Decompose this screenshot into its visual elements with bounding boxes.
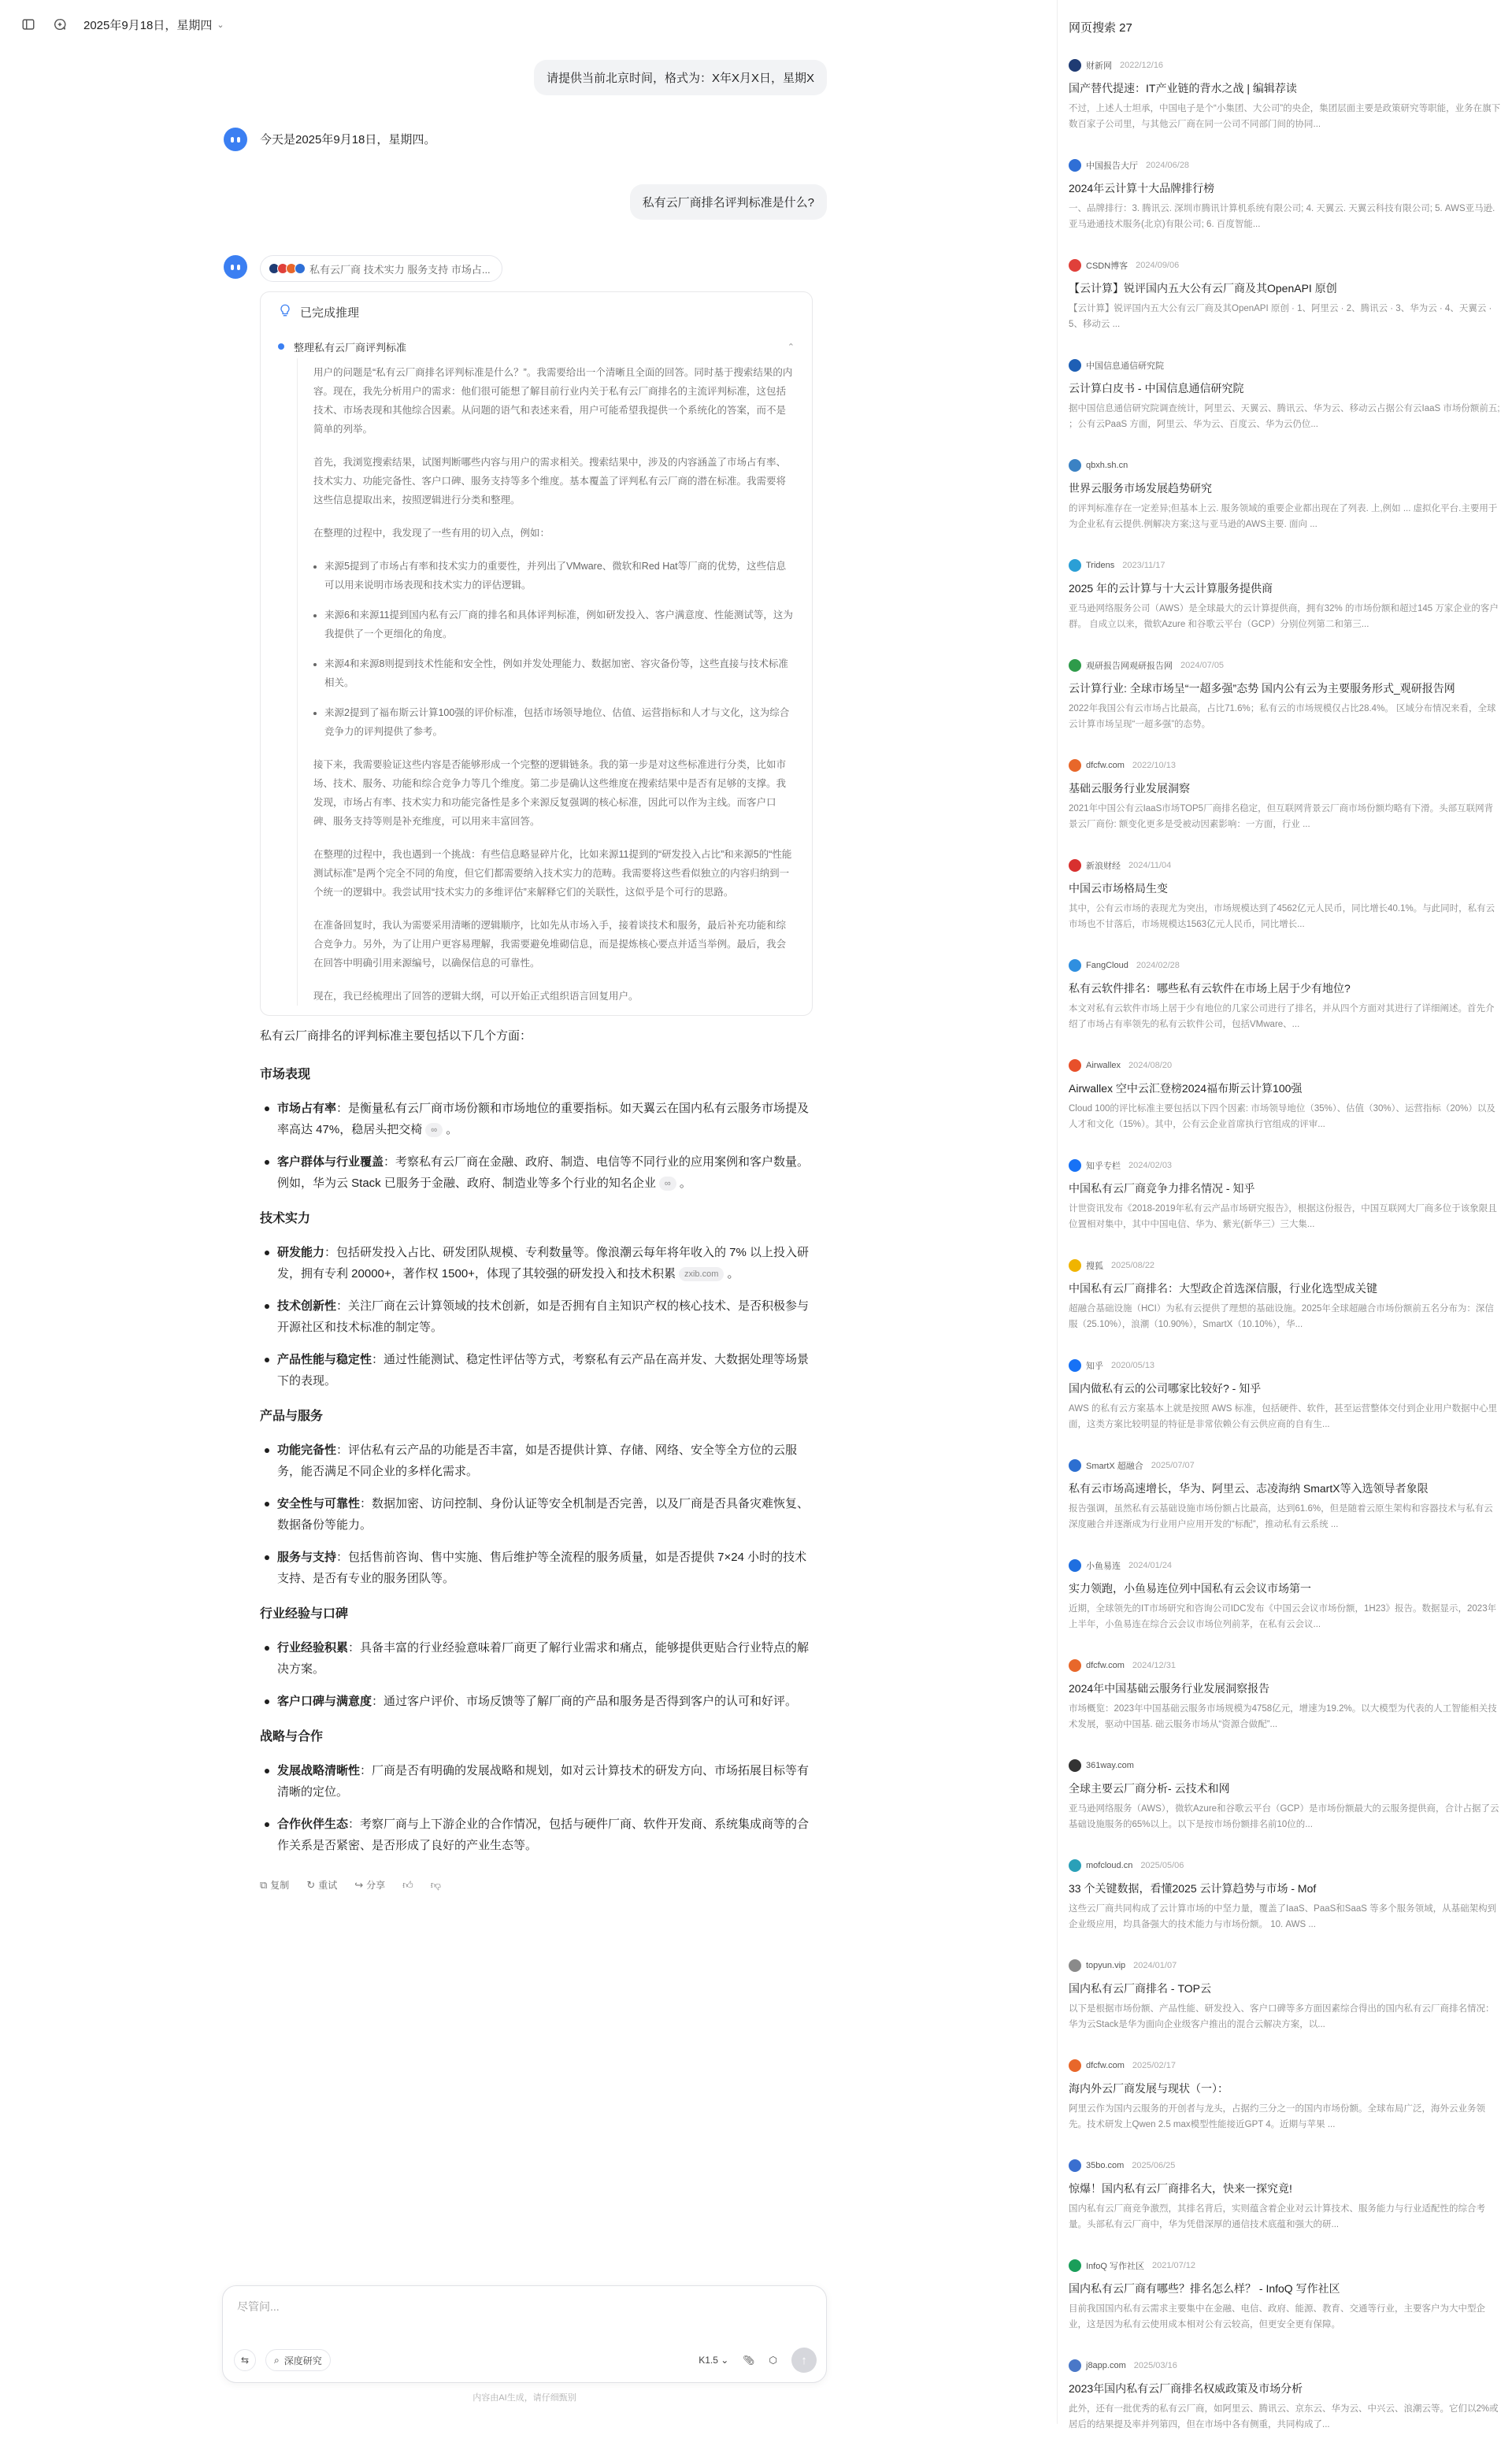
search-result-item[interactable] (1069, 157, 1502, 257)
answer-intro: 私有云厂商排名的评判标准主要包括以下几个方面： (260, 1029, 532, 1043)
result-source (1069, 157, 1502, 174)
answer-list-item (260, 1547, 817, 1589)
result-snippet: 2022年我国公有云市场占比最高，占比71.6%；私有云的市场规模仅占比28.4%。 区域分布情况来看，全球云计算市场呈现“一超多强”的态势。 (1069, 704, 1496, 729)
citation-badge[interactable]: ∞ (659, 1177, 676, 1191)
result-source (1069, 1657, 1502, 1674)
attach-icon[interactable]: 📎︎ (743, 2355, 755, 2366)
result-source-name: CSDN博客 (1086, 261, 1128, 271)
step-dot-icon (278, 343, 284, 350)
result-snippet: 超融合基础设施（HCI）为私有云提供了理想的基础设施。2025年全球超融合市场份额前五名分布为：深信服（25.10%），浪潮（10.90%），SmartX（10.10%），华... (1069, 1304, 1494, 1329)
site-favicon-icon (1069, 1259, 1081, 1272)
result-snippet: Cloud 100的评比标准主要包括以下四个因素: 市场领导地位（35%）、估值（30%）、运营指标（20%）以及人才和文化（15%）。其中，公有云企业首席执行官组成的评审... (1069, 1104, 1495, 1129)
search-result-item[interactable] (1069, 457, 1502, 557)
result-date: 2025/03/16 (1133, 2361, 1177, 2370)
answer-term: 行业经验积累 (277, 1641, 349, 1655)
answer-term: 功能完备性 (277, 1443, 337, 1457)
web-search-panel (1057, 0, 1512, 2429)
assistant-avatar (224, 255, 247, 279)
result-source (1069, 1157, 1502, 1174)
search-result-item[interactable] (1069, 1657, 1502, 1757)
answer-text: ：包括售前咨询、售中实施、售后维护等全流程的服务质量，如是否提供 7×24 小时的技术支持、是否有专业的服务团队等。 (277, 1551, 807, 1585)
result-date: 2024/06/28 (1146, 161, 1190, 170)
answer-section-heading: 行业经验与口碑 (260, 1607, 349, 1621)
answer-section-heading: 产品与服务 (260, 1410, 324, 1423)
result-snippet: 报告强调，虽然私有云基础设施市场份额占比最高，达到61.6%，但是随着云原生架构和容器技术与私有云深度融合并逐渐成为行业用户应用开发的“标配”，推动私有云系统 ... (1069, 1504, 1493, 1529)
chevron-down-icon: ⌄ (721, 2355, 729, 2366)
search-result-item[interactable] (1069, 2257, 1502, 2357)
result-source (1069, 1457, 1502, 1474)
result-title-link[interactable]: 云计算白皮书 - 中国信息通信研究院 (1069, 382, 1244, 395)
result-date: 2025/07/07 (1151, 1461, 1195, 1470)
share-label: 分享 (366, 1880, 386, 1891)
result-snippet: 国内私有云厂商竞争激烈，其排名背后，实则蕴含着企业对云计算技术、服务能力与行业适配性的综合考量。头部私有云厂商中，华为凭借深厚的通信技术底蕴和强大的研... (1069, 2204, 1485, 2229)
answer-text: ：是衡量私有云厂商市场份额和市场地位的重要指标。如天翼云在国内私有云服务市场提及率高达 47%，稳居头把交椅 (277, 1102, 810, 1136)
reasoning-paragraph: 用户的问题是“私有云厂商排名评判标准是什么？”。我需要给出一个清晰且全面的回答。同时基于搜索结果的内容。现在，我先分析用户的需求：他们很可能想了解目前行业内关于私有云厂商排名的主流评判标准，这包括技术、市场表现和其他综合因素。从问题的语气和表述来看，用户可能希望我提供一个系统化的答案，而不是简单的列举。 (313, 367, 793, 435)
reasoning-header[interactable] (278, 292, 795, 332)
answer-list (260, 1242, 817, 1392)
chat-input-box[interactable] (222, 2285, 827, 2383)
site-favicon-icon (1069, 459, 1081, 472)
search-result-item[interactable] (1069, 1457, 1502, 1557)
result-snippet: AWS 的私有云方案基本上就是按照 AWS 标准，包括硬件、软件，甚至运营整体交付到企业用户数据中心里面，这类方案比较明显的特征是非常依赖公有云供应商的自有生... (1069, 1404, 1498, 1429)
search-result-item[interactable] (1069, 857, 1502, 957)
result-source-name: mofcloud.cn (1086, 1861, 1133, 1870)
search-result-item[interactable] (1069, 757, 1502, 857)
result-date: 2024/01/07 (1133, 1961, 1177, 1970)
answer-section-heading: 技术实力 (260, 1212, 311, 1225)
thumbs-up-button[interactable] (402, 1879, 413, 1892)
result-title-link[interactable]: 国内私有云厂商有哪些？排名怎么样？ - InfoQ 写作社区 (1069, 2282, 1340, 2295)
result-date: 2024/02/03 (1128, 1161, 1173, 1170)
result-source-name: 知乎 (1086, 1362, 1103, 1371)
answer-list-item: 客户群体与行业覆盖：考察私有云厂商在金融、政府、制造、电信等不同行业的应用案例和客户数量。例如，华为云 Stack 已服务于金融、政府、制造业等多个行业的知名企业 ∞ 。 (260, 1151, 817, 1194)
result-title-link[interactable]: 私有云软件排名：哪些私有云软件在市场上居于少有地位? (1069, 982, 1351, 995)
site-favicon-icon (1069, 359, 1081, 372)
result-source-name: InfoQ 写作社区 (1086, 2262, 1144, 2271)
reasoning-paragraph: 在准备回复时，我认为需要采用清晰的逻辑顺序，比如先从市场入手，接着谈技术和服务，最后补充功能和综合竞争力。另外，为了让用户更容易理解，我需要避免堆砌信息，而是提炼核心要点并适当举例。最后，我会在回答中明确引用来源编号，以确保信息的可靠性。 (313, 920, 787, 969)
answer-term: 研发能力 (277, 1246, 325, 1259)
answer-text: ：包括研发投入占比、研发团队规模、专利数量等。像浪潮云每年将年收入的 7% 以上投入研发，拥有专利 20000+，著作权 1500+，体现了其较强的研发投入和技术积累 (277, 1246, 810, 1280)
answer-term: 技术创新性 (277, 1299, 337, 1313)
result-source-name: FangCloud (1086, 961, 1128, 970)
result-snippet: 这些云厂商共同构成了云计算市场的中坚力量，覆盖了IaaS、PaaS和SaaS 等多个服务领域，从基础架构到企业级应用，均具备强大的技术能力与市场份额。 10. AWS ... (1069, 1904, 1497, 1929)
search-result-item[interactable] (1069, 1157, 1502, 1257)
result-source-name: dfcfw.com (1086, 2061, 1125, 2070)
chat-input-placeholder[interactable]: 尽管问... (237, 2300, 280, 2313)
site-favicon-icon (1069, 1559, 1081, 1572)
source-favicon-icon (295, 263, 306, 274)
source-favicons (269, 263, 303, 274)
assistant-answer (260, 1025, 817, 1867)
result-source (1069, 1357, 1502, 1374)
site-favicon-icon (1069, 1859, 1081, 1872)
site-favicon-icon (1069, 1659, 1081, 1672)
result-source-name: Airwallex (1086, 1061, 1121, 1070)
result-source-name: 361way.com (1086, 1761, 1134, 1770)
result-title-link[interactable]: 中国私有云厂商竞争力排名情况 - 知乎 (1069, 1182, 1255, 1195)
reasoning-paragraph: 在整理的过程中，我发现了一些有用的切入点，例如： (313, 528, 550, 539)
result-title-link[interactable]: 惊爆！国内私有云厂商排名大，快来一探究竟! (1069, 2182, 1292, 2195)
answer-list-item (260, 1349, 817, 1392)
site-favicon-icon (1069, 1359, 1081, 1372)
search-sources-pill[interactable] (260, 255, 502, 282)
result-date: 2024/08/20 (1128, 1061, 1173, 1070)
result-date: 2022/10/13 (1132, 761, 1176, 770)
panel-title: 网页搜索 27 (1069, 21, 1132, 35)
result-title-link[interactable]: 国内私有云厂商排名 - TOP云 (1069, 1982, 1211, 1995)
answer-list-item (260, 1691, 817, 1712)
result-snippet: 据中国信息通信研究院调查统计，阿里云、天翼云、腾讯云、华为云、移动云占据公有云IaaS 市场份额前五; ；公有云PaaS 方面，阿里云、华为云、百度云、华为云仍位... (1069, 404, 1500, 429)
result-source-name: 小鱼易连 (1086, 1562, 1121, 1571)
result-source (1069, 1557, 1502, 1574)
site-favicon-icon (1069, 2259, 1081, 2272)
answer-section-heading: 战略与合作 (260, 1730, 324, 1744)
send-button[interactable]: ↑ (791, 2348, 817, 2373)
site-favicon-icon (1069, 1759, 1081, 1772)
reasoning-panel (260, 291, 813, 1016)
answer-text: ：具备丰富的行业经验意味着厂商更了解行业需求和痛点，能够提供更贴合行业特点的解决方案。 (277, 1641, 810, 1676)
tools-toggle-icon[interactable]: ⇆ (234, 2349, 256, 2371)
site-favicon-icon (1069, 759, 1081, 772)
site-favicon-icon (1069, 2359, 1081, 2372)
answer-list-item (260, 1637, 817, 1680)
citation-badge[interactable]: ∞ (425, 1123, 443, 1137)
copy-button[interactable] (260, 1878, 289, 1892)
answer-list-item (260, 1295, 817, 1338)
result-snippet: 本文对私有云软件市场上居于少有地位的几家公司进行了排名，并从四个方面对其进行了详细阐述。首先介绍了市场占有率领先的私有云软件公司，包括VMware、... (1069, 1004, 1495, 1029)
reasoning-bullet-list (324, 557, 795, 741)
retry-label: 重试 (318, 1880, 338, 1891)
result-source (1069, 1857, 1502, 1874)
search-result-item[interactable] (1069, 357, 1502, 457)
lightbulb-icon (278, 303, 292, 321)
answer-text: ：评估私有云产品的功能是否丰富，如是否提供计算、存储、网络、安全等全方位的云服务，能否满足不同企业的多样化需求。 (277, 1443, 798, 1478)
conversation-title-dropdown[interactable] (83, 17, 224, 33)
answer-list-item (260, 1760, 817, 1803)
result-title-link[interactable]: 基础云服务行业发展洞察 (1069, 782, 1190, 795)
cube-icon[interactable]: ⬡ (769, 2355, 777, 2366)
result-source-name: qbxh.sh.cn (1086, 461, 1128, 470)
result-date: 2025/08/22 (1111, 1261, 1155, 1270)
result-source-name: 新浪财经 (1086, 862, 1121, 871)
result-date: 2024/12/31 (1132, 1661, 1176, 1670)
result-source-name: 观研报告网观研报告网 (1086, 662, 1173, 671)
search-result-item[interactable] (1069, 2057, 1502, 2157)
sidebar-toggle-icon[interactable] (17, 13, 39, 35)
answer-list-item (260, 1814, 817, 1856)
result-snippet: 目前我国国内私有云需求主要集中在金融、电信、政府、能源、教育、交通等行业，主要客户为大中型企业，这是因为私有云使用成本相对公有云较高，但更安全更有保障。 (1069, 2304, 1485, 2329)
result-title-link[interactable]: 中国私有云厂商排名：大型政企首选深信服，行业化选型成关键 (1069, 1282, 1377, 1295)
result-snippet: 此外，还有一批优秀的私有云厂商，如阿里云、腾讯云、京东云、华为云、中兴云、浪潮云等。它们以2%或居后的结果提及率并列第四，但在市场中各有侧重，共同构成了... (1069, 2404, 1499, 2429)
refresh-icon: ↻ (306, 1878, 316, 1891)
reasoning-bullet: • 来源2提到了福布斯云计算100强的评价标准，包括市场领导地位、估值、运营指标和人才与文化，这为综合竞争力的评判提供了参考。 (324, 703, 795, 741)
result-snippet: 市场概览：2023年中国基础云服务市场规模为4758亿元，增速为19.2%。以大模型为代表的人工智能相关技术发展，驱动中国基. 础云服务市场从“资源合做配”... (1069, 1704, 1497, 1729)
answer-text: ：通过性能测试、稳定性评估等方式，考察私有云产品在高并发、大数据处理等场景下的表现。 (277, 1353, 810, 1388)
reasoning-bullet: • 来源6和来源11提到国内私有云厂商的排名和具体评判标准，例如研发投入、客户满意度、性能测试等，这为我提供了一个更细化的角度。 (324, 606, 795, 643)
answer-list-item (260, 1440, 817, 1482)
thumbs-down-button[interactable] (431, 1879, 441, 1892)
result-date: 2024/09/06 (1136, 261, 1180, 270)
model-selector[interactable] (699, 2355, 728, 2366)
assistant-message-1: 今天是2025年9月18日，星期四。 (260, 133, 436, 146)
reasoning-paragraph: 接下来，我需要验证这些内容是否能够形成一个完整的逻辑链条。我的第一步是对这些标准进行分类，比如市场、技术、服务、功能和综合竞争力等几个维度。第二步是确认这些维度在搜索结果中是否有足够的支撑。我发现，市场占有率、技术实力和功能完备性是多个来源反复强调的核心标准，因此可以作为主线。而客户口碑、服务支持等则是补充维度，可以用来丰富回答。 (313, 759, 787, 827)
site-favicon-icon (1069, 1159, 1081, 1172)
result-source (1069, 557, 1502, 574)
result-source (1069, 357, 1502, 374)
answer-term: 服务与支持 (277, 1551, 337, 1564)
result-date: 2024/02/28 (1136, 961, 1180, 970)
answer-term: 合作伙伴生态 (277, 1818, 349, 1831)
site-favicon-icon (1069, 1959, 1081, 1972)
result-title-link[interactable]: 世界云服务市场发展趋势研究 (1069, 482, 1212, 495)
result-date: 2022/12/16 (1120, 61, 1164, 70)
copy-label: 复制 (270, 1880, 290, 1891)
result-source (1069, 1757, 1502, 1774)
result-snippet: 亚马逊网络服务（AWS），微软Azure和谷歌云平台（GCP）是市场份额最大的云服务提供商，合计占据了云基础设施服务的65%以上。以下是按市场份额排名前10位的... (1069, 1804, 1499, 1829)
result-snippet: 阿里云作为国内云服务的开创者与龙头，占据约三分之一的国内市场份额。全球布局广泛，海外云业务领先。技术研发上Qwen 2.5 max模型性能接近GPT 4。近期与苹果 ... (1069, 2104, 1485, 2129)
result-title-link[interactable]: 33 个关键数据，看懂2025 云计算趋势与市场 - Mof (1069, 1882, 1317, 1895)
result-source (1069, 2057, 1502, 2074)
result-title-link[interactable]: 私有云市场高速增长，华为、阿里云、志凌海纳 SmartX等入选领导者象限 (1069, 1482, 1429, 1495)
result-source-name: dfcfw.com (1086, 761, 1125, 770)
answer-list (260, 1760, 817, 1856)
result-date: 2024/11/04 (1128, 861, 1172, 870)
result-title-link[interactable]: 海内外云厂商发展与现状（一）： (1069, 2082, 1228, 2095)
answer-list (260, 1098, 817, 1194)
site-favicon-icon (1069, 59, 1081, 72)
result-title-link[interactable]: 中国云市场格局生变 (1069, 882, 1168, 895)
result-source-name: 搜狐 (1086, 1262, 1103, 1271)
input-tools (234, 2349, 331, 2371)
answer-text: ：考察私有云厂商在金融、政府、制造、电信等不同行业的应用案例和客户数量。例如，华为云 Stack 已服务于金融、政府、制造业等多个行业的知名企业 (277, 1155, 810, 1190)
result-source (1069, 2257, 1502, 2274)
share-icon: ↪ (354, 1878, 364, 1891)
citation-badge[interactable]: zxib.com (679, 1267, 724, 1281)
site-favicon-icon (1069, 959, 1081, 972)
result-title-link[interactable]: 全球主要云厂商分析- 云技术和网 (1069, 1782, 1230, 1795)
search-result-item[interactable] (1069, 1857, 1502, 1957)
new-chat-icon[interactable] (49, 13, 71, 35)
answer-term: 客户口碑与满意度 (277, 1695, 372, 1708)
answer-text: ：考察厂商与上下游企业的合作情况，包括与硬件厂商、软件开发商、系统集成商等的合作关系是否紧密、是否形成了良好的产业生态等。 (277, 1818, 810, 1852)
site-favicon-icon (1069, 559, 1081, 572)
result-source-name: Tridens (1086, 561, 1115, 570)
ai-disclaimer: 内容由AI生成，请仔细甄别 (472, 2393, 576, 2403)
result-date: 2023/11/17 (1122, 561, 1166, 570)
search-result-item[interactable] (1069, 2357, 1502, 2457)
result-date: 2021/07/12 (1151, 2261, 1196, 2270)
result-source-name: dfcfw.com (1086, 1661, 1125, 1670)
result-date: 2025/06/25 (1132, 2161, 1176, 2170)
site-favicon-icon (1069, 859, 1081, 872)
model-label: K1.5 (699, 2355, 718, 2366)
result-title-link[interactable]: 2025 年的云计算与十大云计算服务提供商 (1069, 582, 1273, 595)
result-title-link[interactable]: 国产替代提速：IT产业链的背水之战 | 编辑荐读 (1069, 82, 1297, 94)
deep-research-button[interactable] (265, 2349, 331, 2371)
assistant-avatar (224, 128, 247, 151)
result-source (1069, 1257, 1502, 1274)
top-bar (0, 0, 1047, 49)
search-result-item[interactable] (1069, 1357, 1502, 1457)
answer-term: 客户群体与行业覆盖 (277, 1155, 384, 1169)
answer-list (260, 1637, 817, 1712)
message-actions (260, 1878, 441, 1892)
site-favicon-icon (1069, 259, 1081, 272)
result-title-link[interactable]: Airwallex 空中云汇登榜2024福布斯云计算100强 (1069, 1082, 1303, 1095)
result-source-name: 中国报告大厅 (1086, 161, 1138, 171)
site-favicon-icon (1069, 159, 1081, 172)
result-source-name: 知乎专栏 (1086, 1162, 1121, 1171)
search-result-item[interactable] (1069, 1957, 1502, 2057)
reasoning-paragraph: 在整理的过程中，我也遇到一个挑战：有些信息略显碎片化，比如来源11提到的“研发投入占比”和来源5的“性能测试标准”是两个完全不同的角度，但它们都需要纳入技术实力的范畴。我需要将这些看似独立的内容归纳到一个统一的逻辑中。我尝试用“技术实力的多维评估”来解释它们的关联性，这似乎是个可行的思路。 (313, 849, 792, 898)
search-result-item[interactable] (1069, 2157, 1502, 2257)
reasoning-step-label: 整理私有云厂商评判标准 (294, 341, 407, 354)
conversation-title: 2025年9月18日，星期四 (83, 18, 213, 32)
result-source (1069, 257, 1502, 274)
deep-research-label: 深度研究 (284, 2355, 322, 2366)
thumbs-down-icon: 👎︎ (430, 1878, 441, 1891)
site-favicon-icon (1069, 1059, 1081, 1072)
result-date: 2024/01/24 (1128, 1561, 1173, 1570)
search-result-item[interactable] (1069, 1257, 1502, 1357)
result-source (1069, 657, 1502, 674)
result-source (1069, 57, 1502, 74)
chevron-down-icon: ⌄ (217, 20, 224, 30)
copy-icon: ⧉ (260, 1878, 268, 1891)
reasoning-step[interactable] (278, 335, 795, 358)
search-result-item[interactable] (1069, 957, 1502, 1057)
search-query-text: 私有云厂商 技术实力 服务支持 市场占... (309, 263, 491, 276)
deep-research-icon: ⌕ (274, 2354, 280, 2366)
result-title-link[interactable]: 实力领跑，小鱼易连位列中国私有云会议市场第一 (1069, 1582, 1311, 1595)
result-snippet: 其中，公有云市场的表现尤为突出，市场规模达到了4562亿元人民币，同比增长40.1%。与此同时，私有云市场也不甘落后，市场规模达1563亿元人民币，同比增长... (1069, 904, 1495, 929)
result-source-name: 财新网 (1086, 61, 1112, 71)
search-result-item[interactable] (1069, 657, 1502, 757)
search-result-item[interactable] (1069, 257, 1502, 357)
result-snippet: 以下是根据市场份额、产品性能、研发投入、客户口碑等多方面因素综合得出的国内私有云厂商排名情况：华为云Stack是华为面向企业级客户推出的混合云解决方案，以... (1069, 2004, 1495, 2029)
answer-sections (260, 1064, 817, 1856)
result-source (1069, 1957, 1502, 1974)
retry-button[interactable] (306, 1878, 337, 1892)
answer-section-heading: 市场表现 (260, 1068, 311, 1081)
result-snippet: 亚马逊网络服务公司（AWS）是全球最大的云计算提供商，拥有32% 的市场份额和超过145 万家企业的客户群。 自成立以来，微软Azure 和谷歌云平台（GCP）分别位列第二和第三... (1069, 604, 1499, 629)
search-result-item[interactable] (1069, 557, 1502, 657)
result-title-link[interactable]: 2024年云计算十大品牌排行榜 (1069, 182, 1215, 195)
reasoning-paragraph: 首先，我浏览搜索结果，试图判断哪些内容与用户的需求相关。搜索结果中，涉及的内容涵盖了市场占有率、技术实力、功能完备性、客户口碑、服务支持等多个维度。基本覆盖了评判私有云厂商的潜在标准。我需要将这些信息提取出来，按照逻辑进行分类和整理。 (313, 457, 787, 506)
result-title-link[interactable]: 2023年国内私有云厂商排名权威政策及市场分析 (1069, 2382, 1303, 2395)
site-favicon-icon (1069, 659, 1081, 672)
site-favicon-icon (1069, 1459, 1081, 1472)
answer-list-item (260, 1493, 817, 1536)
result-source (1069, 2357, 1502, 2374)
result-source-name: SmartX 超融合 (1086, 1462, 1143, 1471)
result-source-name: 中国信息通信研究院 (1086, 361, 1164, 371)
site-favicon-icon (1069, 2059, 1081, 2072)
answer-term: 安全性与可靠性 (277, 1497, 361, 1510)
result-snippet: 2021年中国公有云IaaS市场TOP5厂商排名稳定，但互联网背景云厂商市场份额均略有下滑。头部互联网背景云厂商份: 额变化更多是受被动因素影响：一方面，行业 ... (1069, 804, 1494, 829)
answer-list-item: 市场占有率：是衡量私有云厂商市场份额和市场地位的重要指标。如天翼云在国内私有云服务市场提及率高达 47%，稳居头把交椅 ∞ 。 (260, 1098, 817, 1140)
site-favicon-icon (1069, 2159, 1081, 2172)
answer-list-item: 研发能力：包括研发投入占比、研发团队规模、专利数量等。像浪潮云每年将年收入的 7% 以上投入研发，拥有专利 20000+，著作权 1500+，体现了其较强的研发投入和技术积累 zxib.com 。 (260, 1242, 817, 1284)
answer-text: ：通过客户评价、市场反馈等了解厂商的产品和服务是否得到客户的认可和好评。 (372, 1695, 798, 1708)
result-source (1069, 957, 1502, 974)
input-right-tools (699, 2348, 817, 2373)
reasoning-paragraph: 现在，我已经梳理出了回答的逻辑大纲，可以开始正式组织语言回复用户。 (313, 991, 639, 1002)
chevron-up-icon[interactable]: ⌃ (787, 342, 795, 352)
result-title-link[interactable]: 云计算行业: 全球市场呈“一超多强”态势 国内公有云为主要服务形式_观研报告网 (1069, 682, 1455, 695)
answer-text: ：关注厂商在云计算领域的技术创新，如是否拥有自主知识产权的核心技术、是否积极参与开源社区和技术标准的制定等。 (277, 1299, 810, 1334)
answer-term: 发展战略清晰性 (277, 1764, 361, 1777)
result-snippet: 不过，上述人士坦承，中国电子是个“小集团、大公司”的央企，集团层面主要是政策研究等职能，业务在旗下数百家子公司里，与其他云厂商在同一公司不同部门间的协同... (1069, 104, 1501, 129)
result-snippet: 的评判标准存在一定差异;但基本上云. 服务领域的重要企业都出现在了列表. 上,例如 ... 虚拟化平台.主要用于为企业私有云提供.例解决方案;这与亚马逊的AWS主要. 面向 ... (1069, 504, 1498, 529)
answer-term: 产品性能与稳定性 (277, 1353, 372, 1366)
result-date: 2025/02/17 (1132, 2061, 1176, 2070)
thumbs-up-icon: 👍︎ (402, 1878, 413, 1891)
user-message-2: 私有云厂商排名评判标准是什么? (630, 184, 827, 220)
result-title-link[interactable]: 【云计算】锐评国内五大公有云厂商及其OpenAPI 原创 (1069, 282, 1337, 295)
result-date: 2025/05/06 (1140, 1861, 1184, 1870)
result-date: 2020/05/13 (1111, 1361, 1155, 1370)
user-message-1: 请提供当前北京时间，格式为：X年X月X日，星期X (534, 60, 827, 95)
result-title-link[interactable]: 2024年中国基础云服务行业发展洞察报告 (1069, 1682, 1270, 1695)
result-snippet: 【云计算】锐评国内五大公有云厂商及其OpenAPI 原创 · 1、阿里云 · 2、腾讯云 · 3、华为云 · 4、天翼云 · 5、移动云 ... (1069, 304, 1492, 329)
reasoning-body (297, 358, 795, 1006)
result-source-name: j8app.com (1086, 2361, 1126, 2370)
result-source (1069, 857, 1502, 874)
result-source (1069, 2157, 1502, 2174)
answer-text: ：数据加密、访问控制、身份认证等安全机制是否完善，以及厂商是否具备灾难恢复、数据备份等能力。 (277, 1497, 810, 1532)
result-snippet: 一、品牌排行：3. 腾讯云. 深圳市腾讯计算机系统有限公司; 4. 天翼云. 天翼云科技有限公司; 5. AWS亚马逊. 亚马逊通技术服务(北京)有限公司; 6. 百度智能... (1069, 204, 1495, 229)
search-result-item[interactable] (1069, 57, 1502, 157)
answer-term: 市场占有率 (277, 1102, 337, 1115)
answer-text: ：厂商是否有明确的发展战略和规划，如对云计算技术的研发方向、市场拓展目标等有清晰的定位。 (277, 1764, 810, 1799)
result-source (1069, 757, 1502, 774)
share-button[interactable] (354, 1878, 385, 1892)
result-snippet: 计世资讯发布《2018-2019年私有云产品市场研究报告》，根据这份报告，中国互联网大厂商多位于该象限且位置相对集中，其中中国电信、华为、紫光(新华三）三大集... (1069, 1204, 1497, 1229)
answer-list (260, 1440, 817, 1589)
search-result-item[interactable] (1069, 1557, 1502, 1657)
search-result-item[interactable] (1069, 1057, 1502, 1157)
reasoning-status: 已完成推理 (300, 306, 360, 320)
result-source (1069, 457, 1502, 474)
reasoning-bullet: • 来源5提到了市场占有率和技术实力的重要性，并列出了VMware、微软和Red Hat等厂商的优势，这些信息可以用来说明市场表现和技术实力的评估逻辑。 (324, 557, 795, 595)
result-source (1069, 1057, 1502, 1074)
result-source-name: topyun.vip (1086, 1961, 1126, 1970)
reasoning-bullet: • 来源4和来源8则提到技术性能和安全性，例如并发处理能力、数据加密、容灾备份等，这些直接与技术标准相关。 (324, 654, 795, 692)
result-source-name: 35bo.com (1086, 2161, 1125, 2170)
result-date: 2024/07/05 (1180, 661, 1225, 670)
search-result-item[interactable] (1069, 1757, 1502, 1857)
result-snippet: 近期，全球领先的IT市场研究和咨询公司IDC发布《中国云会议市场份额，1H23》报告。数据显示，2023年上半年，小鱼易连在综合云会议市场位列前茅，在私有云会议... (1069, 1604, 1497, 1629)
result-title-link[interactable]: 国内做私有云的公司哪家比较好? - 知乎 (1069, 1382, 1262, 1395)
search-results-list (1069, 57, 1502, 2457)
